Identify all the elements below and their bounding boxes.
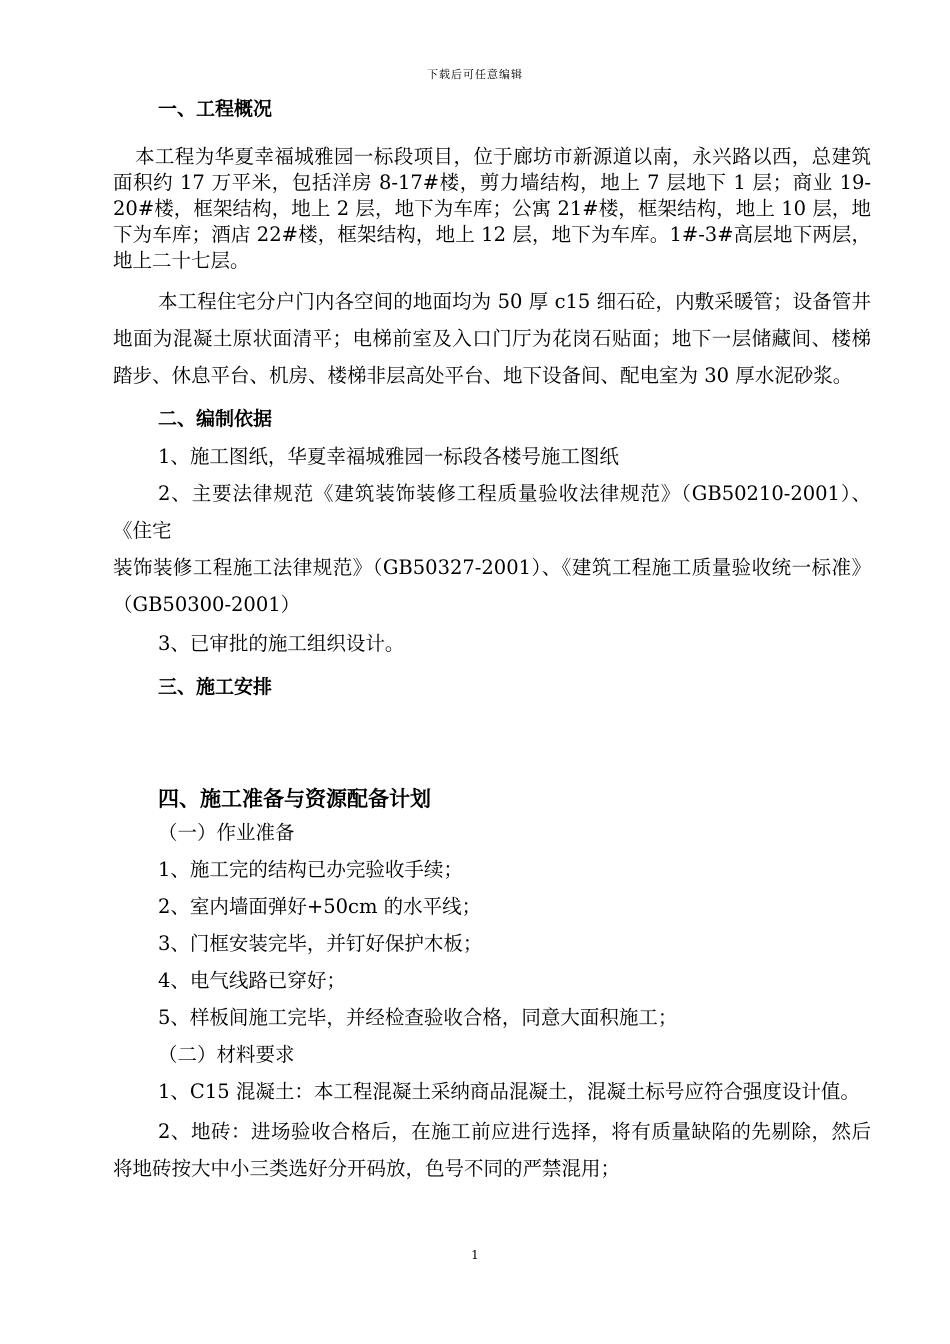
section-2-item-1: 1、施工图纸，华夏幸福城雅园一标段各楼号施工图纸 [158, 445, 619, 468]
section-2-title: 二、编制依据 [158, 408, 273, 430]
section-2-item-2a: 2、主要法律规范《建筑装饰装修工程质量验收法律规范》（GB50210-2001）、《住宅 [113, 482, 871, 542]
document-body [113, 94, 871, 1187]
material-item-2: 2、地砖：进场验收合格后，在施工前应进行选择，将有质量缺陷的先剔除，然后将地砖按大中小三类选好分开码放，色号不同的严禁混用； [113, 1120, 871, 1180]
section-4-subheading-2: （二）材料要求 [158, 1043, 295, 1066]
header-note: 下载后可任意编辑 [427, 68, 523, 81]
section-4-title: 四、施工准备与资源配备计划 [158, 787, 431, 811]
list-item: 1、施工完的结构已办完验收手续； [158, 858, 463, 881]
section-1-paragraph-2: 本工程住宅分户门内各空间的地面均为 50 厚 c15 细石砼，内敷采暖管；设备管井地面为混凝土原状面清平；电梯前室及入口门厅为花岗石贴面；地下一层储藏间、楼梯踏步、休息平台、机房、楼梯非层高处平台、地下设备间、配电室为 30 厚水泥砂浆。 [113, 290, 871, 387]
section-1-title: 一、工程概况 [158, 98, 273, 120]
section-4-subheading-1: （一）作业准备 [158, 821, 295, 844]
work-preparation-list [113, 851, 871, 1036]
section-2-item-2b: 装饰装修工程施工法律规范》（GB50327-2001）、《建筑工程施工质量验收统一标准》（GB50300-2001） [113, 556, 871, 616]
section-3-title: 三、施工安排 [158, 676, 273, 698]
section-2-item-3: 3、已审批的施工组织设计。 [158, 632, 405, 655]
list-item: 2、室内墙面弹好+50cm 的水平线； [158, 895, 482, 918]
list-item: 5、样板间施工完毕，并经检查验收合格，同意大面积施工； [158, 1006, 678, 1029]
section-1-paragraph-1: 本工程为华夏幸福城雅园一标段项目，位于廊坊市新源道以南，永兴路以西，总建筑面积约 17 万平米，包括洋房 8-17#楼，剪力墙结构，地上 7 层地下 1 层；商业 19-20#楼，框架结构，地上 2 层，地下为车库；公寓 21#楼，框架结构，地上 10 层，地下为车库；酒店 22#楼，框架结构，地上 12 层，地下为车库。1#-3#高层地下两层，地上二十七层。 [113, 145, 871, 272]
material-item-1: 1、C15 混凝土：本工程混凝土采纳商品混凝土，混凝土标号应符合强度设计值。 [158, 1080, 860, 1103]
list-item: 3、门框安装完毕，并钉好保护木板； [158, 932, 483, 955]
list-item: 4、电气线路已穿好； [158, 969, 346, 992]
page-number: 1 [471, 1248, 479, 1262]
